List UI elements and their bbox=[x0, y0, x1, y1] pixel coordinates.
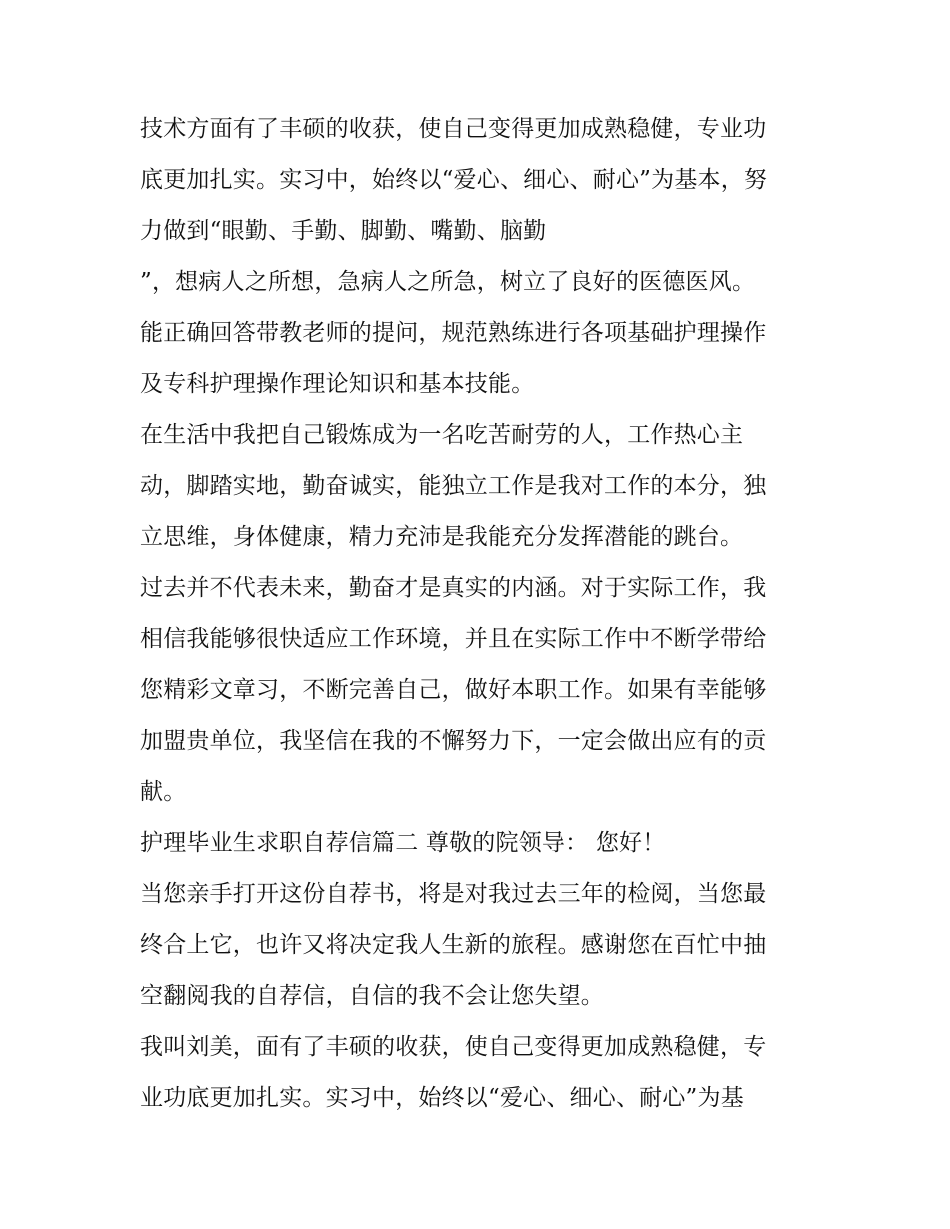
text-line-8: 动，脚踏实地，勤奋诚实，能独立工作是我对工作的本分，独 bbox=[140, 473, 767, 499]
text-line-7: 在生活中我把自己锻炼成为一名吃苦耐劳的人，工作热心主 bbox=[140, 422, 744, 448]
text-line-5: 能正确回答带教老师的提问，规范熟练进行各项基础护理操作 bbox=[140, 320, 767, 346]
text-line-17: 终合上它，也许又将决定我人生新的旅程。感谢您在百忙中抽 bbox=[140, 932, 767, 958]
document-body bbox=[140, 104, 830, 1124]
text-line-18: 空翻阅我的自荐信，自信的我不会让您失望。 bbox=[140, 983, 604, 1009]
text-line-13: 加盟贵单位，我坚信在我的不懈努力下，一定会做出应有的贡 bbox=[140, 728, 767, 754]
text-line-16: 当您亲手打开这份自荐书，将是对我过去三年的检阅，当您最 bbox=[140, 881, 767, 907]
text-line-6: 及专科护理操作理论知识和基本技能。 bbox=[140, 371, 535, 397]
text-line-1: 技术方面有了丰硕的收获，使自己变得更加成熟稳健，专业功 bbox=[140, 116, 767, 142]
text-line-9: 立思维，身体健康，精力充沛是我能充分发挥潜能的跳台。 bbox=[140, 524, 744, 550]
text-line-20: 业功底更加扎实。实习中，始终以“爱心、细心、耐心”为基 bbox=[140, 1085, 744, 1111]
text-line-3: 力做到“眼勤、手勤、脚勤、嘴勤、脑勤 bbox=[140, 218, 547, 244]
text-line-12: 您精彩文章习，不断完善自己，做好本职工作。如果有幸能够 bbox=[140, 677, 767, 703]
text-line-4: ”，想病人之所想，急病人之所急，树立了良好的医德医风。 bbox=[140, 269, 756, 295]
text-line-11: 相信我能够很快适应工作环境，并且在实际工作中不断学带给 bbox=[140, 626, 767, 652]
section-heading-line: 护理毕业生求职自荐信篇二 尊敬的院领导： 您好！ bbox=[140, 830, 666, 856]
text-line-2: 底更加扎实。实习中，始终以“爱心、细心、耐心”为基本，努 bbox=[140, 167, 768, 193]
text-line-19: 我叫刘美，面有了丰硕的收获，使自己变得更加成熟稳健，专 bbox=[140, 1034, 767, 1060]
text-line-10: 过去并不代表未来，勤奋才是真实的内涵。对于实际工作，我 bbox=[140, 575, 767, 601]
text-line-14: 献。 bbox=[140, 779, 187, 805]
